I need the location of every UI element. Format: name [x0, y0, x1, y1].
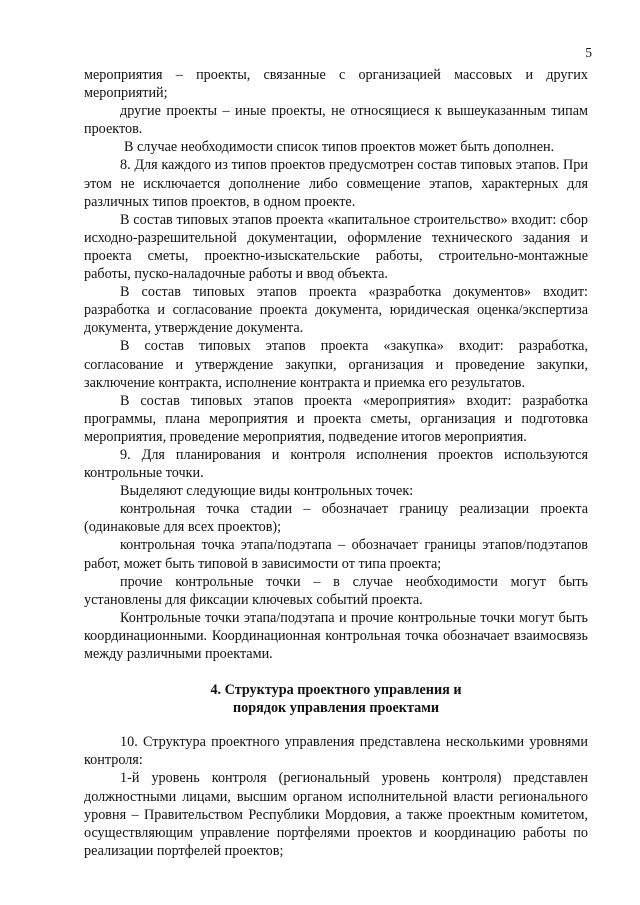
page-number: 5 — [585, 45, 592, 60]
paragraph: Контрольные точки этапа/подэтапа и прочие контрольные точки могут быть координационными. Координационная контрольная точка обозначает взаимосвязь между различными проектами. — [84, 609, 588, 662]
paragraph: 10. Структура проектного управления представлена несколькими уровнями контроля: — [84, 734, 588, 769]
section-heading-line: порядок управления проектами — [232, 700, 440, 717]
paragraph: В состав типовых этапов проекта «капитальное строительство» входит: сбор исходно-разрешительной документации, оформление технического задания и проекта сметы, проектно-изыскательские работы, строительно-монтажные работы, пуско-наладочные работы и ввод объекта. — [84, 211, 588, 283]
paragraph: В состав типовых этапов проекта «мероприятия» входит: разработка программы, плана мероприятия и проекта сметы, организация и подготовка мероприятия, проведение мероприятия, подведение итогов мероприятия. — [84, 392, 588, 445]
paragraph: В состав типовых этапов проекта «разработка документов» входит: разработка и согласование проекта документа, юридическая оценка/экспертиза документа, утверждение документа. — [84, 284, 588, 337]
section-heading-line: 4. Структура проектного управления и — [210, 682, 462, 699]
paragraph: контрольная точка этапа/подэтапа – обозначает границы этапов/подэтапов работ, может быть типовой в зависимости от типа проекта; — [84, 537, 588, 572]
paragraph: мероприятия – проекты, связанные с организацией массовых и других мероприятий; — [84, 67, 588, 102]
paragraph: другие проекты – иные проекты, не относящиеся к вышеуказанным типам проектов. — [84, 103, 588, 138]
paragraph: 1-й уровень контроля (региональный уровень контроля) представлен должностными лицами, высшим органом исполнительной власти регионального уровня – Правительством Республики Мордовия, а также проектным комитетом, осуществляющим управление портфелями проектов и координацию работы по реализации портфелей проектов; — [84, 770, 588, 859]
paragraph: В состав типовых этапов проекта «закупка» входит: разработка, согласование и утверждение закупки, организация и проведение закупки, заключение контракта, исполнение контракта и приемка его результатов. — [84, 338, 588, 391]
paragraph: контрольная точка стадии – обозначает границу реализации проекта (одинаковые для всех проектов); — [84, 501, 588, 536]
section-heading — [84, 681, 588, 717]
paragraph: 8. Для каждого из типов проектов предусмотрен состав типовых этапов. При этом не исключается дополнение либо совмещение этапов, характерных для различных типов проектов, в одном проекте. — [84, 157, 588, 210]
paragraph: прочие контрольные точки – в случае необходимости могут быть установлены для фиксации ключевых событий проекта. — [84, 573, 588, 608]
paragraph: В случае необходимости список типов проектов может быть дополнен. — [124, 139, 555, 156]
paragraph: Выделяют следующие виды контрольных точек: — [120, 483, 414, 500]
paragraph: 9. Для планирования и контроля исполнения проектов используются контрольные точки. — [84, 446, 588, 482]
